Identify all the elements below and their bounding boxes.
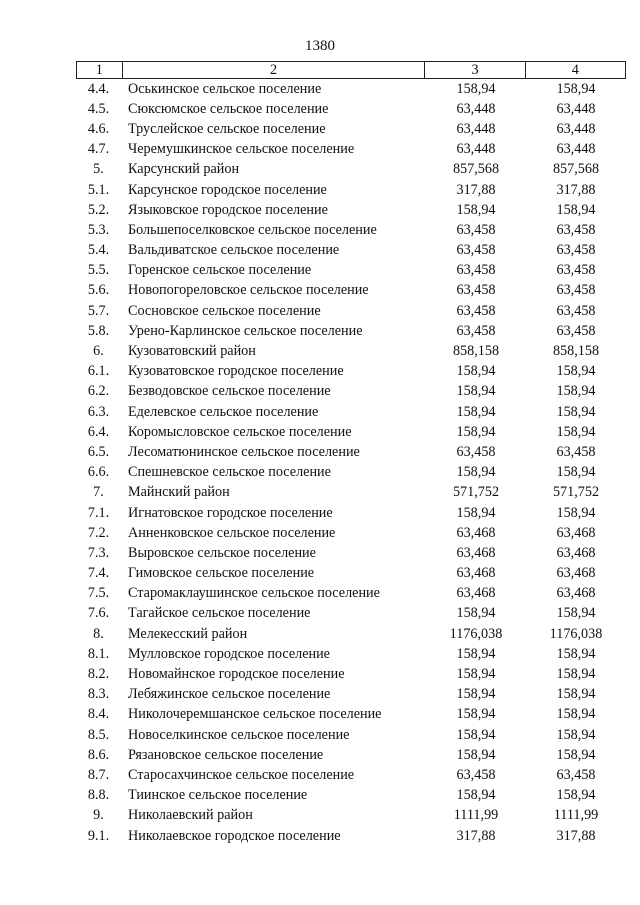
row-name: Горенское сельское поселение bbox=[128, 262, 312, 279]
row-col3-value: 158,94 bbox=[456, 746, 496, 763]
row-col4-value: 158,94 bbox=[556, 383, 596, 400]
row-col4-value: 158,94 bbox=[556, 504, 596, 521]
row-name: Старомаклаушинское сельское поселение bbox=[128, 585, 380, 602]
header-col-2: 2 bbox=[123, 62, 426, 78]
table-row bbox=[76, 584, 626, 604]
table-row bbox=[76, 442, 626, 462]
row-name: Новопогореловское сельское поселение bbox=[128, 282, 369, 299]
row-name: Спешневское сельское поселение bbox=[128, 464, 331, 481]
table-row bbox=[76, 301, 626, 321]
table-row bbox=[76, 281, 626, 301]
table-row bbox=[76, 402, 626, 422]
row-name: Безводовское сельское поселение bbox=[128, 383, 331, 400]
table-row bbox=[76, 725, 626, 745]
row-col4-value: 63,448 bbox=[556, 100, 596, 117]
row-col3-value: 857,568 bbox=[452, 161, 500, 178]
row-col4-value: 158,94 bbox=[556, 686, 596, 703]
table-row bbox=[76, 786, 626, 806]
row-col4-value: 158,94 bbox=[556, 726, 596, 743]
row-number: 5.4. bbox=[87, 242, 110, 259]
row-col3-value: 317,88 bbox=[456, 181, 496, 198]
row-col4-value: 571,752 bbox=[552, 484, 600, 501]
row-name: Рязановское сельское поселение bbox=[128, 746, 324, 763]
table-row bbox=[76, 119, 626, 139]
row-col4-value: 158,94 bbox=[556, 666, 596, 683]
row-number: 5.2. bbox=[87, 201, 110, 218]
row-number: 7. bbox=[93, 484, 104, 501]
row-number: 7.2. bbox=[87, 524, 110, 541]
table-row bbox=[76, 543, 626, 563]
row-col4-value: 158,94 bbox=[556, 363, 596, 380]
table-row bbox=[76, 463, 626, 483]
row-col3-value: 158,94 bbox=[456, 80, 496, 97]
row-col3-value: 63,468 bbox=[456, 524, 496, 541]
row-col3-value: 158,94 bbox=[456, 645, 496, 662]
row-name: Тиинское сельское поселение bbox=[128, 787, 308, 804]
row-number: 4.5. bbox=[87, 100, 110, 117]
row-number: 6. bbox=[93, 343, 104, 360]
row-number: 5.1. bbox=[87, 181, 110, 198]
row-number: 8.2. bbox=[87, 666, 110, 683]
row-col4-value: 63,458 bbox=[556, 302, 596, 319]
row-name: Сосновское сельское поселение bbox=[128, 302, 321, 319]
row-col4-value: 63,448 bbox=[556, 120, 596, 137]
row-col4-value: 63,458 bbox=[556, 766, 596, 783]
table-row bbox=[76, 261, 626, 281]
row-name: Лесоматюнинское сельское поселение bbox=[128, 443, 360, 460]
row-col3-value: 63,458 bbox=[456, 443, 496, 460]
row-col3-value: 571,752 bbox=[452, 484, 500, 501]
table-row bbox=[76, 685, 626, 705]
row-number: 8.5. bbox=[87, 726, 110, 743]
header-col-4: 4 bbox=[571, 61, 579, 78]
row-col4-value: 63,458 bbox=[556, 322, 596, 339]
row-name: Черемушкинское сельское поселение bbox=[128, 141, 355, 158]
row-number: 7.4. bbox=[87, 565, 110, 582]
table-header-row bbox=[76, 61, 626, 79]
row-name: Николаевский район bbox=[128, 807, 253, 824]
table-row bbox=[76, 705, 626, 725]
row-number: 8.3. bbox=[87, 686, 110, 703]
row-col3-value: 858,158 bbox=[452, 343, 500, 360]
row-col4-value: 158,94 bbox=[556, 403, 596, 420]
row-number: 6.4. bbox=[87, 423, 110, 440]
row-col3-value: 158,94 bbox=[456, 605, 496, 622]
table-row bbox=[76, 382, 626, 402]
row-col4-value: 1176,038 bbox=[549, 625, 603, 642]
allocation-table bbox=[76, 61, 626, 846]
table-row bbox=[76, 160, 626, 180]
row-col4-value: 158,94 bbox=[556, 464, 596, 481]
row-name: Новоселкинское сельское поселение bbox=[128, 726, 350, 743]
row-name: Сюксюмское сельское поселение bbox=[128, 100, 329, 117]
row-col4-value: 63,468 bbox=[556, 585, 596, 602]
row-name: Николаевское городское поселение bbox=[128, 827, 341, 844]
row-name: Игнатовское городское поселение bbox=[128, 504, 333, 521]
table-row bbox=[76, 99, 626, 119]
row-col3-value: 63,458 bbox=[456, 766, 496, 783]
page-number: 1380 bbox=[305, 38, 335, 54]
row-col4-value: 158,94 bbox=[556, 423, 596, 440]
row-number: 4.6. bbox=[87, 120, 110, 137]
row-name: Труслейское сельское поселение bbox=[128, 120, 326, 137]
row-name: Анненковское сельское поселение bbox=[128, 524, 336, 541]
row-name: Мулловское городское поселение bbox=[128, 645, 330, 662]
row-col4-value: 63,448 bbox=[556, 141, 596, 158]
row-number: 8.8. bbox=[87, 787, 110, 804]
row-number: 8.4. bbox=[87, 706, 110, 723]
row-name: Тагайское сельское поселение bbox=[128, 605, 311, 622]
row-number: 7.3. bbox=[87, 544, 110, 561]
row-number: 5.3. bbox=[87, 221, 110, 238]
row-col3-value: 158,94 bbox=[456, 201, 496, 218]
row-col4-value: 158,94 bbox=[556, 746, 596, 763]
table-row bbox=[76, 341, 626, 361]
table-row bbox=[76, 200, 626, 220]
row-number: 5.5. bbox=[87, 262, 110, 279]
row-col3-value: 63,448 bbox=[456, 100, 496, 117]
row-col4-value: 1111,99 bbox=[553, 807, 599, 824]
row-number: 8. bbox=[93, 625, 104, 642]
row-name: Коромысловское сельское поселение bbox=[128, 423, 352, 440]
table-row bbox=[76, 564, 626, 584]
row-col3-value: 158,94 bbox=[456, 787, 496, 804]
table-row bbox=[76, 321, 626, 341]
row-name: Оськинское сельское поселение bbox=[128, 80, 322, 97]
row-number: 5.8. bbox=[87, 322, 110, 339]
table-row bbox=[76, 604, 626, 624]
row-col3-value: 158,94 bbox=[456, 504, 496, 521]
table-row bbox=[76, 765, 626, 785]
row-col4-value: 63,458 bbox=[556, 221, 596, 238]
row-col3-value: 158,94 bbox=[456, 726, 496, 743]
table-row bbox=[76, 523, 626, 543]
row-col4-value: 63,468 bbox=[556, 565, 596, 582]
header-col-3: 3 bbox=[425, 62, 525, 78]
row-name: Николочеремшанское сельское поселение bbox=[128, 706, 382, 723]
row-col3-value: 63,458 bbox=[456, 322, 496, 339]
row-name: Лебяжинское сельское поселение bbox=[128, 686, 331, 703]
row-col4-value: 857,568 bbox=[552, 161, 600, 178]
row-name: Еделевское сельское поселение bbox=[128, 403, 319, 420]
table-row bbox=[76, 362, 626, 382]
row-name: Карсунское городское поселение bbox=[128, 181, 327, 198]
row-col4-value: 158,94 bbox=[556, 80, 596, 97]
row-name: Старосахчинское сельское поселение bbox=[128, 766, 355, 783]
row-col4-value: 63,458 bbox=[556, 242, 596, 259]
table-row bbox=[76, 503, 626, 523]
table-row bbox=[76, 644, 626, 664]
row-number: 8.6. bbox=[87, 746, 110, 763]
row-name: Гимовское сельское поселение bbox=[128, 565, 315, 582]
row-number: 5.6. bbox=[87, 282, 110, 299]
row-number: 6.6. bbox=[87, 464, 110, 481]
row-col3-value: 317,88 bbox=[456, 827, 496, 844]
row-col4-value: 158,94 bbox=[556, 201, 596, 218]
row-number: 8.1. bbox=[87, 645, 110, 662]
row-number: 4.7. bbox=[87, 141, 110, 158]
row-number: 7.1. bbox=[87, 504, 110, 521]
row-name: Мелекесский район bbox=[128, 625, 248, 642]
row-col3-value: 63,458 bbox=[456, 242, 496, 259]
row-number: 8.7. bbox=[87, 766, 110, 783]
row-col4-value: 317,88 bbox=[556, 827, 596, 844]
header-col-1: 1 bbox=[77, 62, 123, 78]
row-col3-value: 158,94 bbox=[456, 403, 496, 420]
row-col4-value: 858,158 bbox=[552, 343, 600, 360]
row-col3-value: 63,468 bbox=[456, 585, 496, 602]
row-number: 6.5. bbox=[87, 443, 110, 460]
row-col4-value: 63,458 bbox=[556, 262, 596, 279]
row-col4-value: 63,468 bbox=[556, 544, 596, 561]
row-number: 5. bbox=[93, 161, 104, 178]
table-row bbox=[76, 664, 626, 684]
row-col3-value: 158,94 bbox=[456, 464, 496, 481]
row-col4-value: 158,94 bbox=[556, 706, 596, 723]
row-col4-value: 63,458 bbox=[556, 282, 596, 299]
row-name: Большепоселковское сельское поселение bbox=[128, 221, 377, 238]
row-col4-value: 158,94 bbox=[556, 787, 596, 804]
row-col4-value: 63,468 bbox=[556, 524, 596, 541]
row-col4-value: 63,458 bbox=[556, 443, 596, 460]
row-col3-value: 158,94 bbox=[456, 686, 496, 703]
row-col3-value: 158,94 bbox=[456, 423, 496, 440]
row-name: Карсунский район bbox=[128, 161, 240, 178]
table-body bbox=[76, 79, 626, 846]
row-number: 9.1. bbox=[87, 827, 110, 844]
table-row bbox=[76, 180, 626, 200]
row-number: 6.2. bbox=[87, 383, 110, 400]
row-name: Кузоватовское городское поселение bbox=[128, 363, 344, 380]
row-col3-value: 158,94 bbox=[456, 363, 496, 380]
row-col4-value: 158,94 bbox=[556, 645, 596, 662]
table-row bbox=[76, 79, 626, 99]
row-col3-value: 63,468 bbox=[456, 544, 496, 561]
row-col3-value: 63,458 bbox=[456, 262, 496, 279]
row-name: Урено-Карлинское сельское поселение bbox=[128, 322, 363, 339]
row-name: Майнский район bbox=[128, 484, 230, 501]
row-number: 6.3. bbox=[87, 403, 110, 420]
row-col4-value: 317,88 bbox=[556, 181, 596, 198]
table-row bbox=[76, 422, 626, 442]
row-number: 7.6. bbox=[87, 605, 110, 622]
row-number: 6.1. bbox=[87, 363, 110, 380]
row-col3-value: 1111,99 bbox=[453, 807, 499, 824]
row-col3-value: 158,94 bbox=[456, 383, 496, 400]
table-row bbox=[76, 483, 626, 503]
row-col3-value: 63,458 bbox=[456, 302, 496, 319]
row-col3-value: 63,458 bbox=[456, 282, 496, 299]
row-number: 7.5. bbox=[87, 585, 110, 602]
row-col3-value: 158,94 bbox=[456, 666, 496, 683]
table-row bbox=[76, 806, 626, 826]
row-number: 4.4. bbox=[87, 80, 110, 97]
row-col4-value: 158,94 bbox=[556, 605, 596, 622]
table-row bbox=[76, 745, 626, 765]
row-name: Вальдиватское сельское поселение bbox=[128, 242, 340, 259]
table-row bbox=[76, 241, 626, 261]
row-name: Новомайнское городское поселение bbox=[128, 666, 345, 683]
row-col3-value: 158,94 bbox=[456, 706, 496, 723]
row-col3-value: 63,468 bbox=[456, 565, 496, 582]
row-col3-value: 1176,038 bbox=[449, 625, 503, 642]
row-name: Кузоватовский район bbox=[128, 343, 256, 360]
row-col3-value: 63,448 bbox=[456, 120, 496, 137]
row-col3-value: 63,448 bbox=[456, 141, 496, 158]
table-row bbox=[76, 826, 626, 846]
row-col3-value: 63,458 bbox=[456, 221, 496, 238]
row-number: 9. bbox=[93, 807, 104, 824]
row-name: Выровское сельское поселение bbox=[128, 544, 316, 561]
table-row bbox=[76, 624, 626, 644]
row-name: Языковское городское поселение bbox=[128, 201, 328, 218]
table-row bbox=[76, 220, 626, 240]
table-row bbox=[76, 140, 626, 160]
row-number: 5.7. bbox=[87, 302, 110, 319]
